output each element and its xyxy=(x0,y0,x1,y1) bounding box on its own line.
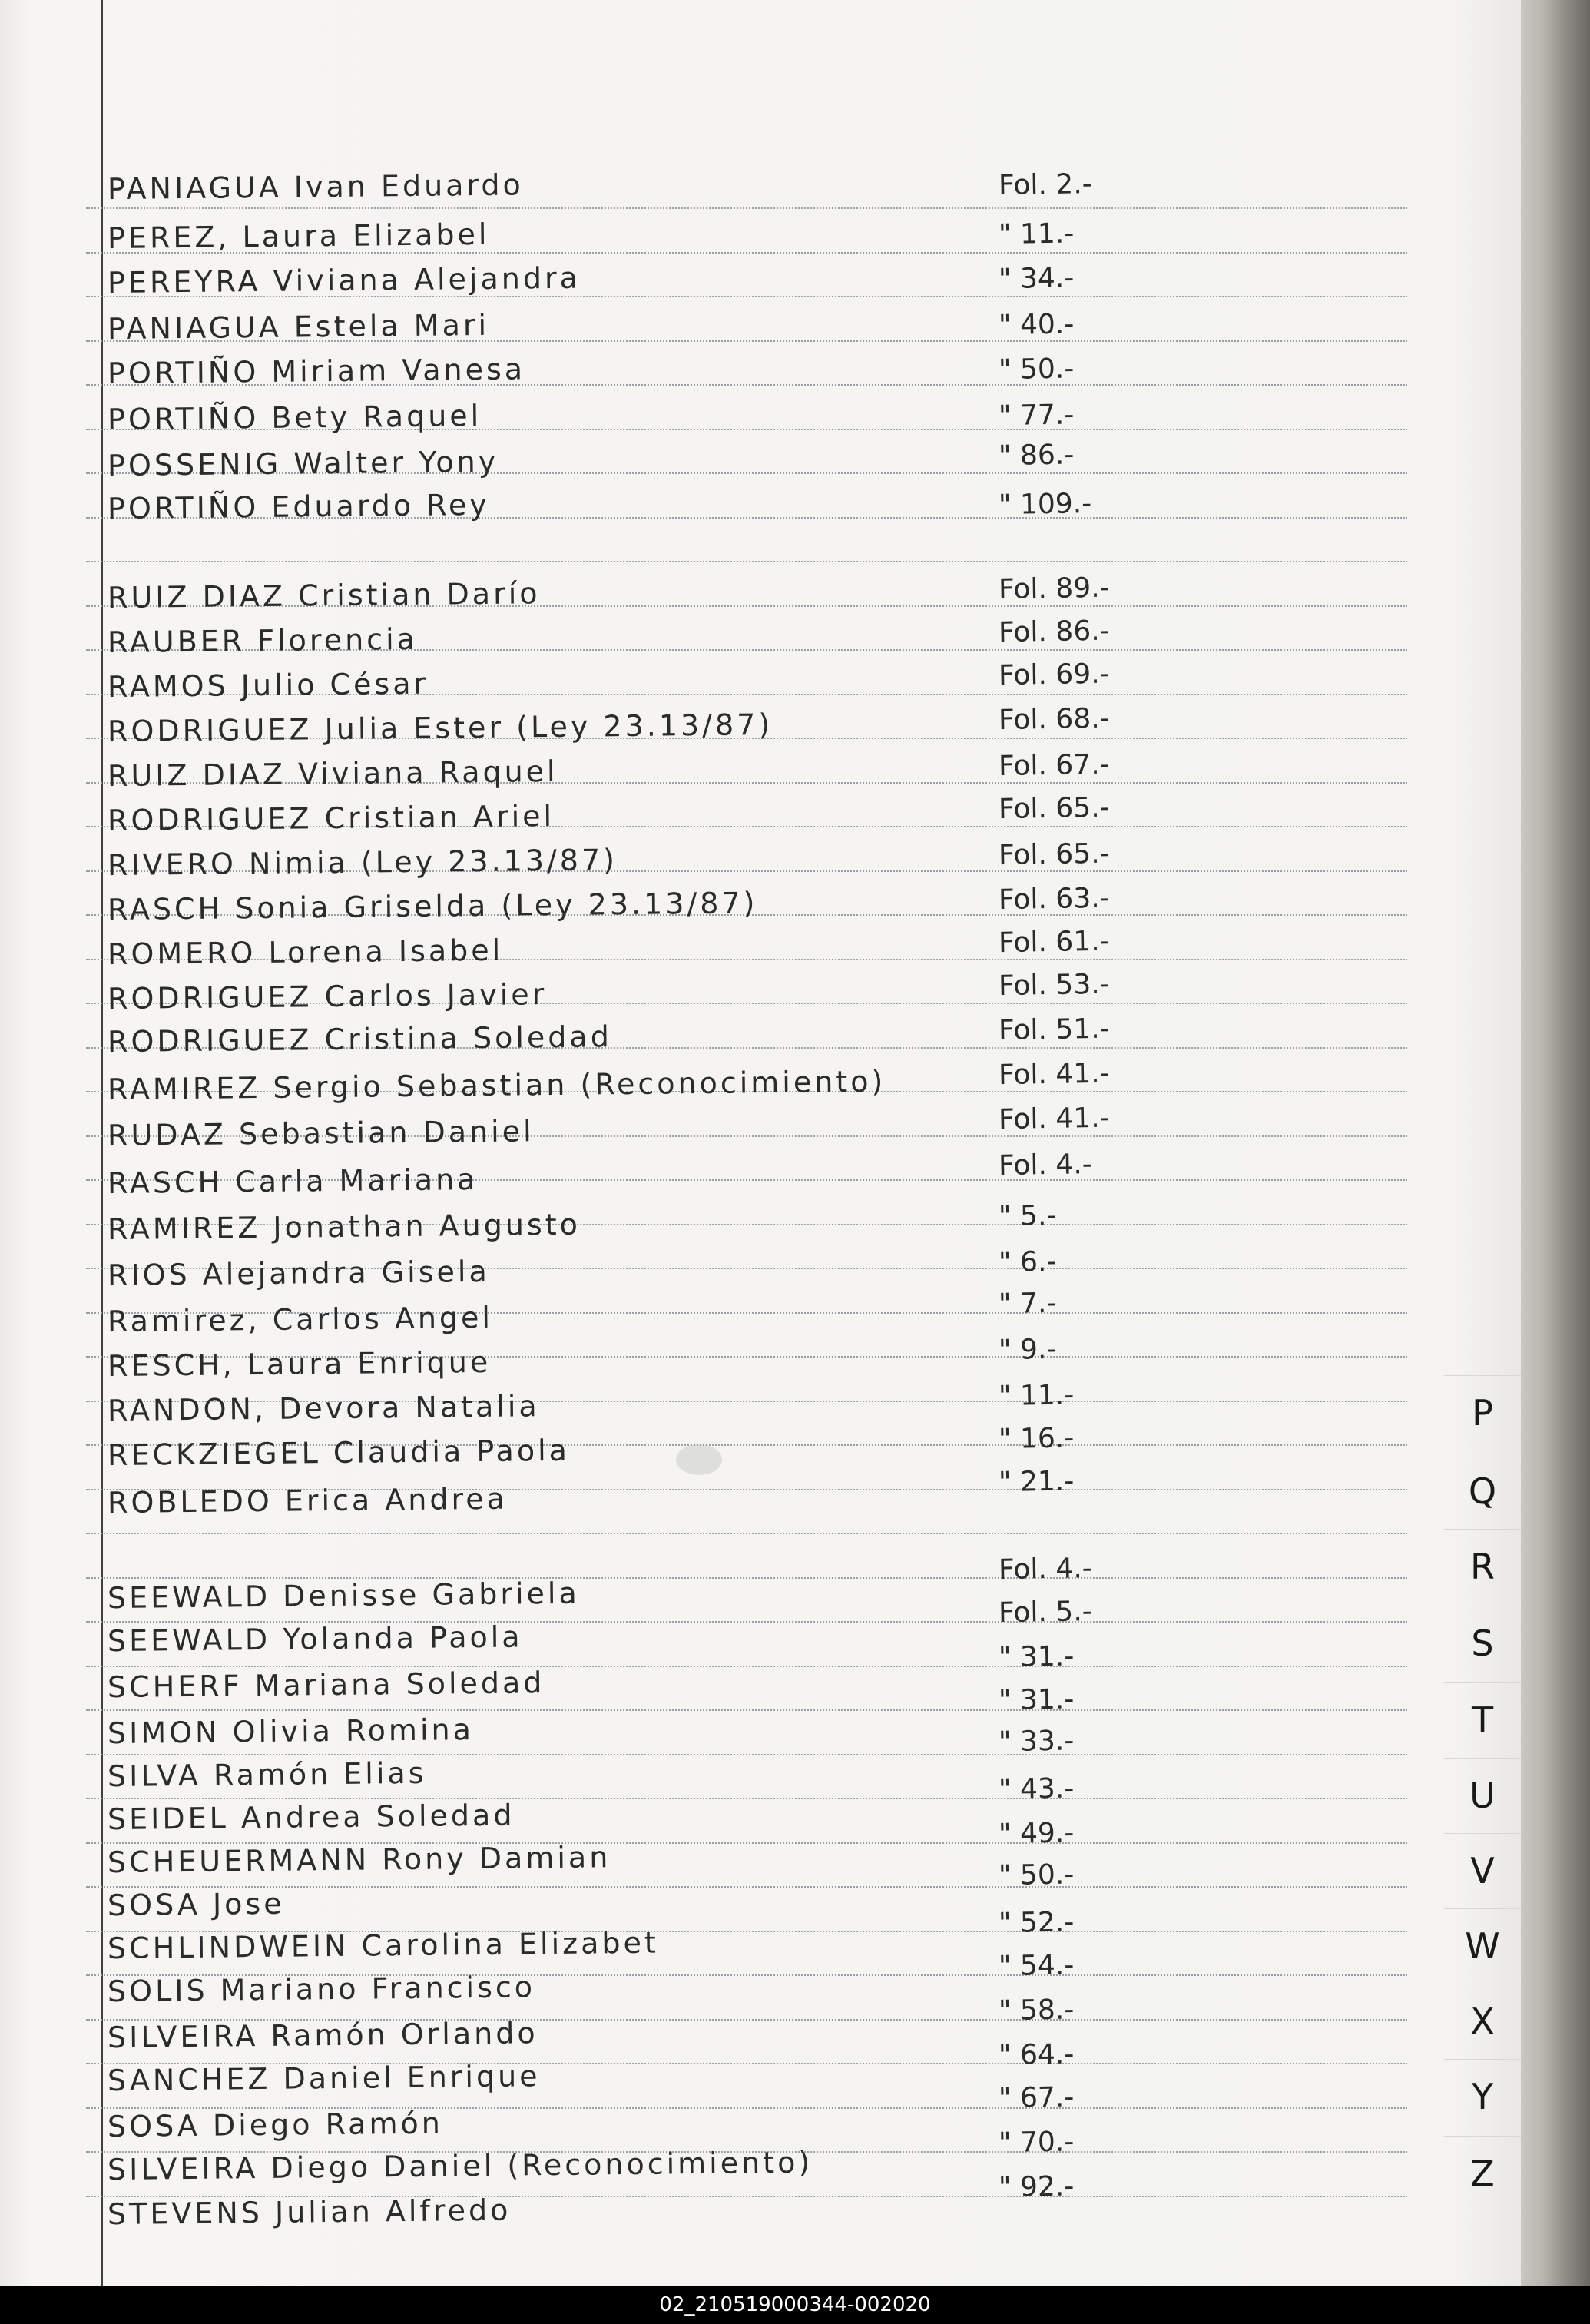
entry-folio: " 67.- xyxy=(998,2081,1075,2115)
entry-name: RUDAZ Sebastian Daniel xyxy=(107,1114,535,1153)
entry-folio: " 70.- xyxy=(998,2126,1075,2160)
entry-name: SOSA Diego Ramón xyxy=(107,2106,444,2144)
entry-folio: Fol. 4.- xyxy=(998,1149,1093,1182)
entry-name: PORTIÑO Miriam Vanesa xyxy=(107,352,526,391)
entry-folio: " 11.- xyxy=(998,217,1075,251)
entry-name: RANDON, Devora Natalia xyxy=(107,1389,540,1428)
alphabet-index-tabs xyxy=(1444,1375,1521,2251)
image-caption: 02_210519000344-002020 xyxy=(0,2286,1590,2324)
entry-name: PORTIÑO Bety Raquel xyxy=(107,398,482,437)
entry-name: SCHEUERMANN Rony Damian xyxy=(107,1840,611,1880)
entry-folio: Fol. 51.- xyxy=(998,1013,1110,1047)
entry-folio: " 43.- xyxy=(998,1772,1075,1806)
index-tab-t[interactable]: T xyxy=(1444,1682,1521,1757)
entry-name: SOLIS Mariano Francisco xyxy=(107,1970,536,2009)
entry-name: ROBLEDO Erica Andrea xyxy=(107,1481,508,1520)
entry-folio: " 64.- xyxy=(998,2038,1075,2072)
entry-name: SANCHEZ Daniel Enrique xyxy=(107,2059,541,2098)
entry-folio: " 50.- xyxy=(998,1858,1075,1892)
index-tab-y[interactable]: Y xyxy=(1444,2059,1521,2133)
entry-folio: " 52.- xyxy=(998,1906,1075,1940)
entry-folio: " 7.- xyxy=(998,1287,1057,1321)
entry-name: RUIZ DIAZ Cristian Darío xyxy=(107,576,541,615)
entry-name: RODRIGUEZ Julia Ester (Ley 23.13/87) xyxy=(107,708,773,749)
entry-name: RESCH, Laura Enrique xyxy=(107,1344,492,1384)
entry-folio: Fol. 86.- xyxy=(998,615,1110,649)
entry-name: PEREYRA Viviana Alejandra xyxy=(107,260,581,300)
entry-name: RODRIGUEZ Cristian Ariel xyxy=(107,798,555,838)
entry-folio: Fol. 69.- xyxy=(998,658,1110,692)
index-tab-u[interactable]: U xyxy=(1444,1758,1521,1832)
entry-folio: " 54.- xyxy=(998,1949,1075,1983)
entry-folio: " 109.- xyxy=(998,488,1092,522)
entry-folio: Fol. 2.- xyxy=(998,168,1093,202)
entry-name: RAUBER Florencia xyxy=(107,622,419,660)
entry-folio: " 40.- xyxy=(998,308,1075,342)
index-tab-r[interactable]: R xyxy=(1444,1529,1521,1603)
entry-folio: Fol. 65.- xyxy=(998,791,1110,826)
entry-folio: " 33.- xyxy=(998,1725,1075,1759)
entry-name: PEREZ, Laura Elizabel xyxy=(107,217,490,256)
entry-name: RAMIREZ Sergio Sebastian (Reconocimiento) xyxy=(107,1064,886,1107)
entry-folio: " 21.- xyxy=(998,1465,1075,1499)
entry-name: RIOS Alejandra Gisela xyxy=(107,1254,490,1293)
entry-name: SIMON Olivia Romina xyxy=(107,1712,475,1751)
entry-folio: " 34.- xyxy=(998,262,1075,296)
entry-name: SCHERF Mariana Soledad xyxy=(107,1666,545,1705)
entry-folio: " 31.- xyxy=(998,1683,1075,1717)
index-tab-w[interactable]: W xyxy=(1444,1908,1521,1983)
entry-folio: " 11.- xyxy=(998,1379,1075,1413)
entry-name: RAMOS Julio César xyxy=(107,666,429,704)
entry-folio: Fol. 68.- xyxy=(998,702,1110,737)
entry-name: PANIAGUA Estela Mari xyxy=(107,307,490,346)
entry-folio: " 6.- xyxy=(998,1245,1057,1279)
entry-name: SCHLINDWEIN Carolina Elizabet xyxy=(107,1925,659,1966)
entry-name: SEIDEL Andrea Soledad xyxy=(107,1798,515,1837)
entry-folio: " 92.- xyxy=(998,2170,1075,2204)
entry-name: RAMIREZ Jonathan Augusto xyxy=(107,1207,581,1247)
entry-folio: Fol. 4.- xyxy=(998,1553,1093,1586)
entry-folio: Fol. 53.- xyxy=(998,968,1110,1003)
entry-name: RECKZIEGEL Claudia Paola xyxy=(107,1433,571,1473)
entry-folio: Fol. 61.- xyxy=(998,925,1110,960)
index-tab-q[interactable]: Q xyxy=(1444,1454,1521,1528)
entry-name: RASCH Carla Mariana xyxy=(107,1162,479,1201)
entry-folio: " 16.- xyxy=(998,1422,1075,1456)
entry-folio: Fol. 41.- xyxy=(998,1102,1110,1136)
entry-name: RUIZ DIAZ Viviana Raquel xyxy=(107,754,558,794)
entry-name: PORTIÑO Eduardo Rey xyxy=(107,487,491,526)
entry-name: RODRIGUEZ Cristina Soledad xyxy=(107,1019,613,1059)
index-tab-s[interactable]: S xyxy=(1444,1606,1521,1680)
entry-name: SILVEIRA Ramón Orlando xyxy=(107,2016,538,2055)
entry-folio: " 9.- xyxy=(998,1333,1057,1367)
entry-folio: Fol. 41.- xyxy=(998,1057,1110,1092)
entry-name: SEEWALD Denisse Gabriela xyxy=(107,1576,580,1616)
entry-folio: " 86.- xyxy=(998,439,1075,472)
entry-name: PANIAGUA Ivan Eduardo xyxy=(107,167,524,207)
entry-name: SEEWALD Yolanda Paola xyxy=(107,1620,523,1659)
entry-name: Ramirez, Carlos Angel xyxy=(107,1300,494,1339)
entry-folio: " 49.- xyxy=(998,1817,1075,1851)
index-tab-x[interactable]: X xyxy=(1444,1984,1521,2058)
index-tab-v[interactable]: V xyxy=(1444,1833,1521,1908)
entry-folio: " 31.- xyxy=(998,1640,1075,1674)
entry-name: RASCH Sonia Griselda (Ley 23.13/87) xyxy=(107,886,758,927)
entry-folio: " 5.- xyxy=(998,1199,1057,1233)
entry-name: SILVEIRA Diego Daniel (Reconocimiento) xyxy=(107,2145,813,2187)
entry-folio: Fol. 89.- xyxy=(998,572,1110,606)
entry-folio: Fol. 63.- xyxy=(998,882,1110,917)
entry-folio: " 77.- xyxy=(998,399,1075,433)
entry-name: ROMERO Lorena Isabel xyxy=(107,933,504,972)
entry-folio: Fol. 65.- xyxy=(998,837,1110,872)
entry-folio: " 50.- xyxy=(998,353,1075,386)
entry-folio: " 58.- xyxy=(998,1994,1075,2027)
entry-folio: Fol. 67.- xyxy=(998,748,1110,783)
entry-name: STEVENS Julian Alfredo xyxy=(107,2193,512,2232)
entry-name: SILVA Ramón Elias xyxy=(107,1755,427,1794)
entry-name: RIVERO Nimia (Ley 23.13/87) xyxy=(107,843,618,883)
entry-name: RODRIGUEZ Carlos Javier xyxy=(107,977,548,1016)
entry-folio: Fol. 5.- xyxy=(998,1596,1093,1629)
entry-name: SOSA Jose xyxy=(107,1886,285,1923)
index-tab-p[interactable]: P xyxy=(1444,1375,1521,1450)
entry-name: POSSENIG Walter Yony xyxy=(107,444,499,483)
index-tab-z[interactable]: Z xyxy=(1444,2136,1521,2210)
